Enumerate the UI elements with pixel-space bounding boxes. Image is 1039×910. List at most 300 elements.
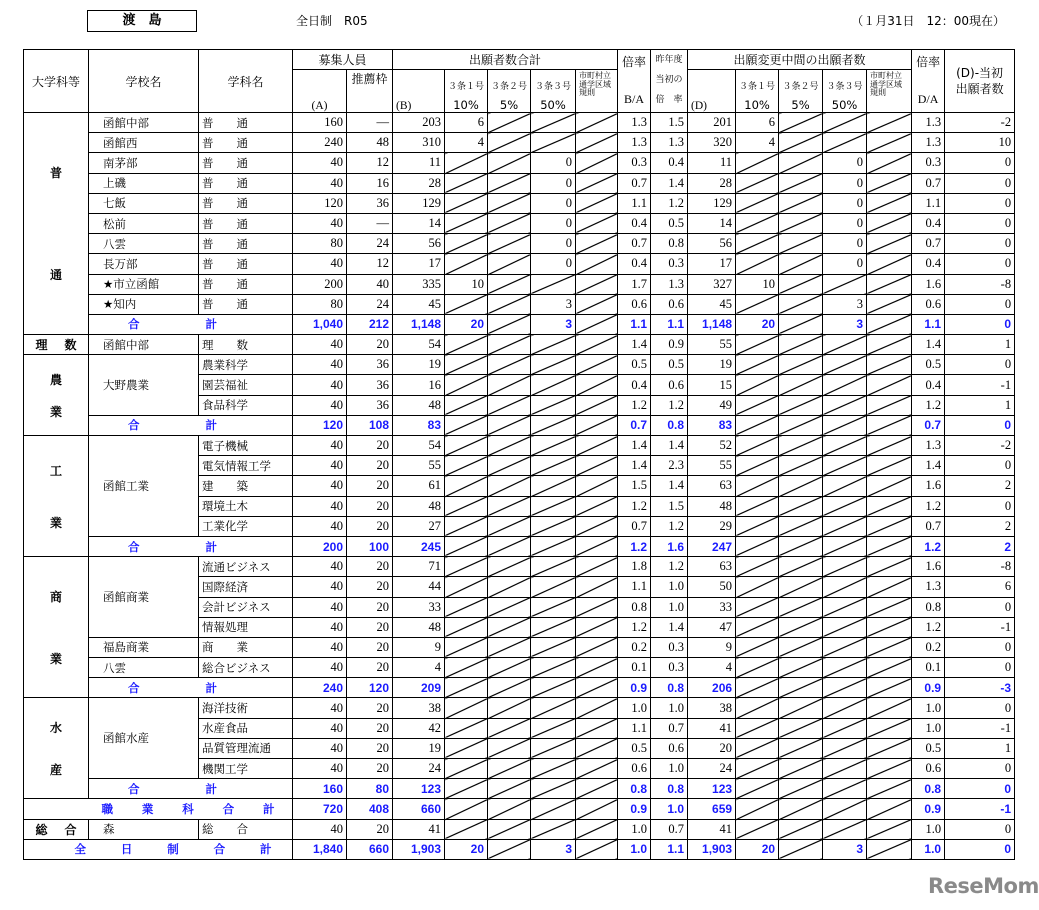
slashed-cell <box>867 375 912 395</box>
slashed-cell <box>531 113 576 133</box>
value-cell: 20 <box>736 839 779 859</box>
slashed-cell <box>488 395 531 415</box>
slashed-cell <box>823 637 867 657</box>
slashed-cell <box>736 557 779 577</box>
slashed-cell <box>488 234 531 254</box>
slashed-cell <box>576 415 618 435</box>
slashed-cell <box>576 355 618 375</box>
slashed-cell <box>531 597 576 617</box>
value-cell: 129 <box>688 193 736 213</box>
slashed-cell <box>823 496 867 516</box>
slashed-cell <box>531 415 576 435</box>
course-name: 海洋技術 <box>199 698 293 718</box>
value-cell: 0 <box>945 294 1015 314</box>
as-of-timestamp: （１月31日 12：00現在） <box>851 14 1005 28</box>
slashed-cell <box>576 395 618 415</box>
value-cell: 1.2 <box>912 536 945 556</box>
header-prev-1: 昨年度 <box>655 55 683 65</box>
value-cell: 0 <box>945 597 1015 617</box>
course-name: 電子機械 <box>199 436 293 456</box>
value-cell: 1.0 <box>618 698 651 718</box>
value-cell: 20 <box>347 759 393 779</box>
slashed-cell <box>576 173 618 193</box>
value-cell: 0 <box>823 234 867 254</box>
value-cell: 123 <box>393 779 445 799</box>
course-name: 機関工学 <box>199 759 293 779</box>
slashed-cell <box>823 335 867 355</box>
value-cell: 0 <box>823 153 867 173</box>
value-cell: 55 <box>393 456 445 476</box>
slashed-cell <box>488 133 531 153</box>
value-cell: 40 <box>347 274 393 294</box>
label-char: 科 <box>182 801 194 816</box>
value-cell: 33 <box>393 597 445 617</box>
course-name: 環境土木 <box>199 496 293 516</box>
value-cell: 1.2 <box>651 557 688 577</box>
art2-label: ３条２号 <box>491 82 528 92</box>
value-cell: 40 <box>293 496 347 516</box>
slashed-cell <box>576 436 618 456</box>
value-cell: 0 <box>823 173 867 193</box>
value-cell: 4 <box>688 658 736 678</box>
value-cell: 0.9 <box>912 799 945 819</box>
school-name: 長万部 <box>89 254 199 274</box>
category-label <box>27 122 85 326</box>
slashed-cell <box>445 658 488 678</box>
category-char: 合 <box>64 822 77 837</box>
slashed-cell <box>488 274 531 294</box>
header-school: 学校名 <box>89 50 199 113</box>
slashed-cell <box>576 476 618 496</box>
value-cell: 0.7 <box>912 173 945 193</box>
slashed-cell <box>867 254 912 274</box>
value-cell: 0 <box>945 637 1015 657</box>
value-cell: 1.0 <box>618 839 651 859</box>
value-cell: 40 <box>293 456 347 476</box>
slashed-cell <box>445 496 488 516</box>
header-prev-2: 当初の <box>655 75 683 85</box>
slashed-cell <box>488 496 531 516</box>
value-cell: 1.5 <box>651 496 688 516</box>
header-art3 <box>531 70 576 113</box>
slashed-cell <box>488 658 531 678</box>
slashed-cell <box>576 738 618 758</box>
value-cell: 0.8 <box>618 779 651 799</box>
value-cell: 0.4 <box>618 213 651 233</box>
value-cell: 1.2 <box>618 617 651 637</box>
value-cell: 0 <box>945 839 1015 859</box>
slashed-cell <box>488 213 531 233</box>
value-cell: 201 <box>688 113 736 133</box>
value-cell: 4 <box>393 658 445 678</box>
value-cell: 1.4 <box>651 476 688 496</box>
school-name: 函館商業 <box>89 557 199 638</box>
value-cell: 120 <box>293 415 347 435</box>
vocational-total-label <box>24 799 293 819</box>
value-cell: 1.0 <box>912 839 945 859</box>
value-cell: 0.7 <box>912 234 945 254</box>
value-cell: 1.0 <box>651 597 688 617</box>
value-cell: 0.5 <box>651 213 688 233</box>
slashed-cell <box>779 395 823 415</box>
value-cell: 0 <box>531 173 576 193</box>
slashed-cell <box>779 234 823 254</box>
subtotal-label <box>89 536 293 556</box>
header-art1-d <box>736 70 779 113</box>
slashed-cell <box>488 819 531 839</box>
category-cell <box>24 436 89 557</box>
course-name: 品質管理流通 <box>199 738 293 758</box>
category-label <box>27 821 85 838</box>
school-name: 南茅部 <box>89 153 199 173</box>
slashed-cell <box>736 597 779 617</box>
value-cell: 0.9 <box>618 799 651 819</box>
slashed-cell <box>779 738 823 758</box>
value-cell: 48 <box>347 133 393 153</box>
slashed-cell <box>488 254 531 274</box>
slashed-cell <box>823 456 867 476</box>
value-cell: 0 <box>945 193 1015 213</box>
slashed-cell <box>488 456 531 476</box>
label-char: 全 <box>74 842 86 857</box>
value-cell: 1.2 <box>651 395 688 415</box>
value-cell: 1.4 <box>912 456 945 476</box>
category-char: 総 <box>35 822 48 837</box>
header-ratio-ba <box>618 50 651 113</box>
slashed-cell <box>823 658 867 678</box>
value-cell: 11 <box>393 153 445 173</box>
value-cell: 200 <box>293 274 347 294</box>
value-cell: 0 <box>945 759 1015 779</box>
total-b: 計 <box>205 680 217 695</box>
value-cell: 1.4 <box>651 436 688 456</box>
course-name: 普 通 <box>199 173 293 193</box>
value-cell: 40 <box>293 738 347 758</box>
header-ba-label: B/A <box>624 92 645 106</box>
value-cell: 1.3 <box>912 436 945 456</box>
value-cell: 1.5 <box>651 113 688 133</box>
value-cell: 1,148 <box>393 314 445 334</box>
resemom-logo: ReseMom <box>928 874 1039 898</box>
subtotal-label <box>89 415 293 435</box>
slashed-cell <box>488 839 531 859</box>
value-cell: 0 <box>531 234 576 254</box>
slashed-cell <box>445 193 488 213</box>
slashed-cell <box>445 476 488 496</box>
value-cell: 71 <box>393 557 445 577</box>
slashed-cell <box>736 294 779 314</box>
slashed-cell <box>779 637 823 657</box>
value-cell: 3 <box>531 294 576 314</box>
value-cell: 0 <box>531 153 576 173</box>
category-char: 普 <box>49 166 62 181</box>
slashed-cell <box>488 799 531 819</box>
value-cell: 0.7 <box>618 234 651 254</box>
slashed-cell <box>576 759 618 779</box>
value-cell: 0.4 <box>618 375 651 395</box>
value-cell: 0.5 <box>912 738 945 758</box>
slashed-cell <box>488 375 531 395</box>
value-cell: 56 <box>393 234 445 254</box>
header-applicants-total: 出願者数合計 <box>393 50 618 70</box>
slashed-cell <box>779 536 823 556</box>
value-cell: 1,903 <box>688 839 736 859</box>
slashed-cell <box>445 436 488 456</box>
slashed-cell <box>823 133 867 153</box>
value-cell: 1.0 <box>912 698 945 718</box>
school-name: 松前 <box>89 213 199 233</box>
slashed-cell <box>779 314 823 334</box>
slashed-cell <box>823 516 867 536</box>
slashed-cell <box>779 496 823 516</box>
header-da-label: D/A <box>917 92 939 106</box>
table-row <box>24 234 1015 254</box>
value-cell: 20 <box>688 738 736 758</box>
value-cell: 17 <box>393 254 445 274</box>
slashed-cell <box>488 335 531 355</box>
slashed-cell <box>779 213 823 233</box>
value-cell: 83 <box>688 415 736 435</box>
slashed-cell <box>867 496 912 516</box>
slashed-cell <box>531 355 576 375</box>
art3-pct: 50% <box>540 98 566 112</box>
table-row <box>24 335 1015 355</box>
category-cell <box>24 335 89 355</box>
course-name: 普 通 <box>199 234 293 254</box>
value-cell: 1.4 <box>618 335 651 355</box>
course-name: 流通ビジネス <box>199 557 293 577</box>
value-cell: 2.3 <box>651 456 688 476</box>
slashed-cell <box>576 456 618 476</box>
slashed-cell <box>736 617 779 637</box>
value-cell: 0.7 <box>651 718 688 738</box>
value-cell: -1 <box>945 718 1015 738</box>
slashed-cell <box>736 496 779 516</box>
value-cell: 20 <box>347 557 393 577</box>
value-cell: 50 <box>688 577 736 597</box>
course-name: 普 通 <box>199 153 293 173</box>
value-cell: 0.7 <box>618 415 651 435</box>
slashed-cell <box>867 718 912 738</box>
slashed-cell <box>823 779 867 799</box>
value-cell: 55 <box>688 335 736 355</box>
value-cell: 240 <box>293 678 347 698</box>
table-row <box>24 153 1015 173</box>
course-name: 情報処理 <box>199 617 293 637</box>
total-b: 計 <box>205 539 217 554</box>
header-municipal-d: 市町村立通学区域規則 <box>867 70 912 113</box>
slashed-cell <box>779 819 823 839</box>
header-diff-1: (D)-当初 <box>956 66 1004 80</box>
value-cell: 20 <box>347 597 393 617</box>
course-name: 電気情報工学 <box>199 456 293 476</box>
value-cell: 24 <box>347 294 393 314</box>
value-cell: 11 <box>688 153 736 173</box>
header-ratio-label: 倍率 <box>622 55 647 69</box>
slashed-cell <box>531 274 576 294</box>
table-row <box>24 173 1015 193</box>
subtotal-row <box>24 415 1015 435</box>
slashed-cell <box>576 597 618 617</box>
value-cell: 12 <box>347 153 393 173</box>
value-cell: 120 <box>347 678 393 698</box>
header-category: 大学科等 <box>24 50 89 113</box>
course-name: 普 通 <box>199 113 293 133</box>
slashed-cell <box>488 516 531 536</box>
slashed-cell <box>736 254 779 274</box>
slashed-cell <box>823 597 867 617</box>
value-cell: 1.7 <box>618 274 651 294</box>
value-cell: 0.5 <box>618 355 651 375</box>
slashed-cell <box>531 476 576 496</box>
art1-label: ３条１号 <box>448 82 485 92</box>
slashed-cell <box>736 577 779 597</box>
value-cell: -1 <box>945 617 1015 637</box>
art1-pct: 10% <box>744 98 770 112</box>
slashed-cell <box>576 314 618 334</box>
value-cell: 40 <box>293 819 347 839</box>
category-label <box>27 706 85 790</box>
slashed-cell <box>445 819 488 839</box>
category-char: 水 <box>49 720 62 735</box>
slashed-cell <box>736 516 779 536</box>
value-cell: 40 <box>293 213 347 233</box>
slashed-cell <box>531 799 576 819</box>
value-cell: 1.4 <box>618 456 651 476</box>
slashed-cell <box>531 819 576 839</box>
label-char: 計 <box>260 842 272 857</box>
value-cell: 1.0 <box>651 577 688 597</box>
slashed-cell <box>445 617 488 637</box>
slashed-cell <box>867 557 912 577</box>
value-cell: 19 <box>688 355 736 375</box>
applicants-table <box>23 49 1015 860</box>
value-cell: 20 <box>347 658 393 678</box>
grand-total-label <box>24 839 293 859</box>
slashed-cell <box>531 436 576 456</box>
value-cell: -2 <box>945 113 1015 133</box>
value-cell: 1.1 <box>618 314 651 334</box>
value-cell: 1.1 <box>651 839 688 859</box>
value-cell: -8 <box>945 557 1015 577</box>
value-cell: 4 <box>736 133 779 153</box>
slashed-cell <box>736 193 779 213</box>
vocational-total-row <box>24 799 1015 819</box>
slashed-cell <box>531 637 576 657</box>
slashed-cell <box>576 799 618 819</box>
value-cell: 0.5 <box>651 355 688 375</box>
value-cell: 15 <box>688 375 736 395</box>
total-b: 計 <box>205 781 217 796</box>
value-cell: 48 <box>393 617 445 637</box>
slashed-cell <box>867 597 912 617</box>
slashed-cell <box>867 355 912 375</box>
subtotal-row <box>24 678 1015 698</box>
value-cell: 1.2 <box>618 536 651 556</box>
slashed-cell <box>867 698 912 718</box>
value-cell: 0.8 <box>618 597 651 617</box>
value-cell: 40 <box>293 718 347 738</box>
value-cell: 40 <box>293 476 347 496</box>
slashed-cell <box>445 698 488 718</box>
slashed-cell <box>867 335 912 355</box>
category-label <box>27 363 85 427</box>
value-cell: 0 <box>945 496 1015 516</box>
slashed-cell <box>867 819 912 839</box>
slashed-cell <box>576 678 618 698</box>
slashed-cell <box>736 234 779 254</box>
slashed-cell <box>576 819 618 839</box>
value-cell: 0 <box>531 254 576 274</box>
value-cell: 0 <box>823 254 867 274</box>
value-cell: 48 <box>393 395 445 415</box>
value-cell: 1.2 <box>618 395 651 415</box>
value-cell: 49 <box>688 395 736 415</box>
total-a: 合 <box>128 317 140 332</box>
slashed-cell <box>823 577 867 597</box>
slashed-cell <box>823 718 867 738</box>
total-b: 計 <box>205 418 217 433</box>
subtotal-label <box>89 314 293 334</box>
value-cell: 2 <box>945 516 1015 536</box>
value-cell: 33 <box>688 597 736 617</box>
slashed-cell <box>445 153 488 173</box>
slashed-cell <box>867 516 912 536</box>
value-cell: 0.4 <box>912 254 945 274</box>
slashed-cell <box>779 759 823 779</box>
value-cell: 54 <box>393 335 445 355</box>
value-cell: 1.2 <box>912 496 945 516</box>
value-cell: 1.4 <box>912 335 945 355</box>
header-capacity: 募集人員 <box>293 50 393 70</box>
slashed-cell <box>488 314 531 334</box>
art1-pct: 10% <box>453 98 479 112</box>
value-cell: 0.7 <box>912 516 945 536</box>
slashed-cell <box>867 173 912 193</box>
category-char: 業 <box>49 651 62 666</box>
value-cell: 20 <box>347 335 393 355</box>
subtitle: 全日制 R05 <box>296 14 368 28</box>
slashed-cell <box>531 133 576 153</box>
value-cell: 24 <box>347 234 393 254</box>
value-cell: 160 <box>293 113 347 133</box>
header-interim: 出願変更中間の出願者数 <box>688 50 912 70</box>
slashed-cell <box>779 173 823 193</box>
value-cell: 212 <box>347 314 393 334</box>
school-name: 函館中部 <box>89 113 199 133</box>
slashed-cell <box>531 658 576 678</box>
value-cell: 20 <box>347 617 393 637</box>
value-cell: 14 <box>393 213 445 233</box>
slashed-cell <box>576 213 618 233</box>
table-row <box>24 193 1015 213</box>
value-cell: 3 <box>823 314 867 334</box>
value-cell: 1.2 <box>912 395 945 415</box>
school-name: 森 <box>89 819 199 839</box>
slashed-cell <box>488 294 531 314</box>
header-a: (A) <box>293 70 347 113</box>
slashed-cell <box>736 637 779 657</box>
school-name: 函館中部 <box>89 335 199 355</box>
art2-pct: 5% <box>499 98 519 112</box>
value-cell: 0 <box>945 213 1015 233</box>
slashed-cell <box>488 577 531 597</box>
slashed-cell <box>488 637 531 657</box>
value-cell: 1.2 <box>651 193 688 213</box>
value-cell: 0.4 <box>618 254 651 274</box>
course-name: 総合ビジネス <box>199 658 293 678</box>
value-cell: 55 <box>688 456 736 476</box>
